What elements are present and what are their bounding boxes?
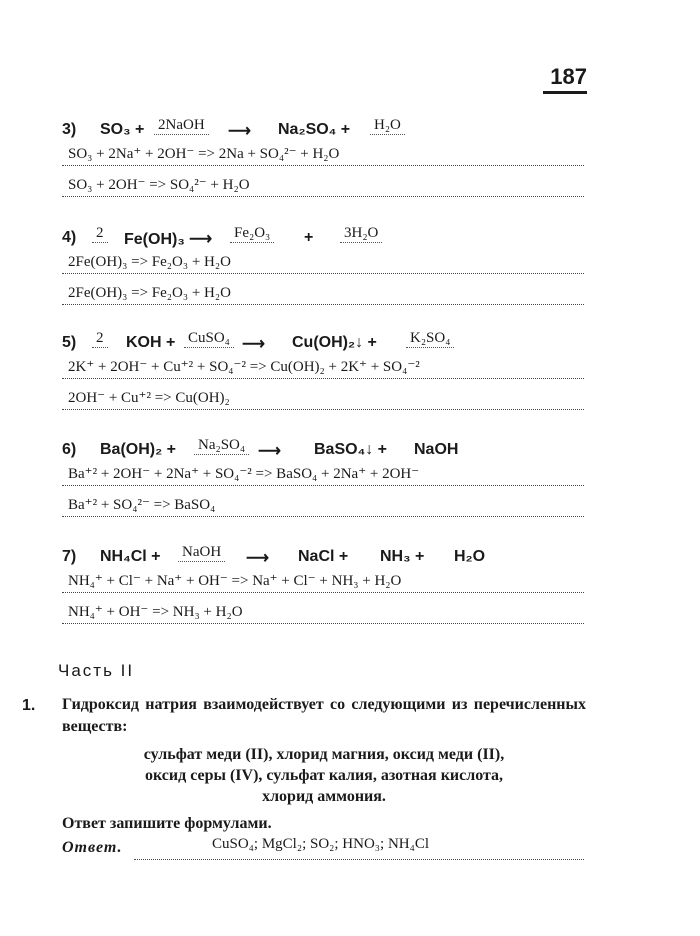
ionic-equation-short: Ba⁺² + SO₄²⁻ => BaSO₄ (62, 494, 584, 517)
reaction-arrow: ⟶ (258, 443, 281, 460)
equation-number: 3) (62, 121, 77, 138)
reaction-arrow: ⟶ (242, 336, 265, 353)
reaction-arrow: ⟶ (228, 123, 251, 140)
equation-number: 6) (62, 441, 77, 458)
substances-line: сульфат меди (II), хлорид магния, оксид меди (II), (143, 746, 505, 763)
product: H₂O (454, 548, 486, 565)
reactant: SO₃ + (100, 121, 145, 138)
page-number: 187 (543, 64, 587, 94)
product: BaSO₄↓ + (314, 441, 387, 458)
ionic-equation-full: 2K⁺ + 2OH⁻ + Cu⁺² + SO₄⁻² => Cu(OH)₂ + 2K⁺ + SO₄⁻² (62, 356, 584, 379)
ionic-equation-full: NH₄⁺ + Cl⁻ + Na⁺ + OH⁻ => Na⁺ + Cl⁻ + NH₃ + H₂O (62, 570, 584, 593)
answer-row (62, 836, 584, 861)
handwritten-reactant: CuSO₄ (184, 330, 234, 348)
section-title: Часть II (58, 661, 135, 680)
question-number: 1. (22, 697, 36, 714)
handwritten-product: K₂SO₄ (406, 330, 454, 348)
product: NH₃ + (380, 548, 425, 565)
ionic-equation-full: 2Fe(OH)₃ => Fe₂O₃ + H₂O (62, 251, 584, 274)
equation-number: 7) (62, 548, 77, 565)
substances-line: хлорид аммония. (262, 788, 386, 805)
equation-number: 4) (62, 229, 77, 246)
answer-value: CuSO₄; MgCl₂; SO₂; HNO₃; NH₄Cl (212, 836, 430, 852)
handwritten-reactant: NaOH (178, 544, 225, 562)
ionic-equation-full: SO₃ + 2Na⁺ + 2OH⁻ => 2Na + SO₄²⁻ + H₂O (62, 143, 584, 166)
substances-line: оксид серы (IV), сульфат калия, азотная кислота, (144, 767, 504, 784)
handwritten-coefficient: 2 (92, 330, 108, 348)
handwritten-product: H₂O (370, 117, 405, 135)
answer-field[interactable] (134, 836, 584, 860)
ionic-equation-short: 2OH⁻ + Cu⁺² => Cu(OH)₂ (62, 387, 584, 410)
reactant: KOH + (126, 334, 176, 351)
ionic-equation-short: 2Fe(OH)₃ => Fe₂O₃ + H₂O (62, 282, 584, 305)
answer-instruction: Ответ запишите формулами. (62, 815, 272, 832)
product: Cu(OH)₂↓ + (292, 334, 377, 351)
reactant: NH₄Cl + (100, 548, 161, 565)
answer-label: Ответ. (62, 839, 123, 856)
handwritten-product: Fe₂O₃ (230, 225, 274, 243)
handwritten-coefficient: 2 (92, 225, 108, 243)
handwritten-product: 3H₂O (340, 225, 382, 243)
ionic-equation-full: Ba⁺² + 2OH⁻ + 2Na⁺ + SO₄⁻² => BaSO₄ + 2Na⁺ + 2OH⁻ (62, 463, 584, 486)
handwritten-reactant: 2NaOH (154, 117, 209, 135)
reaction-arrow: ⟶ (246, 550, 269, 567)
handwritten-reactant: Na₂SO₄ (194, 437, 249, 455)
question-text: Гидроксид натрия взаимодействует со следующими из перечисленных веществ: (62, 696, 586, 735)
product: NaOH (414, 441, 459, 458)
ionic-equation-short: NH₄⁺ + OH⁻ => NH₃ + H₂O (62, 601, 584, 624)
reactant: Fe(OH)₃ ⟶ (124, 231, 213, 248)
equation-number: 5) (62, 334, 77, 351)
reactant: Ba(OH)₂ + (100, 441, 177, 458)
ionic-equation-short: SO₃ + 2OH⁻ => SO₄²⁻ + H₂O (62, 174, 584, 197)
substances-list (62, 744, 586, 807)
product: Na₂SO₄ + (278, 121, 351, 138)
plus-sign: + (304, 229, 314, 246)
product: NaCl + (298, 548, 349, 565)
